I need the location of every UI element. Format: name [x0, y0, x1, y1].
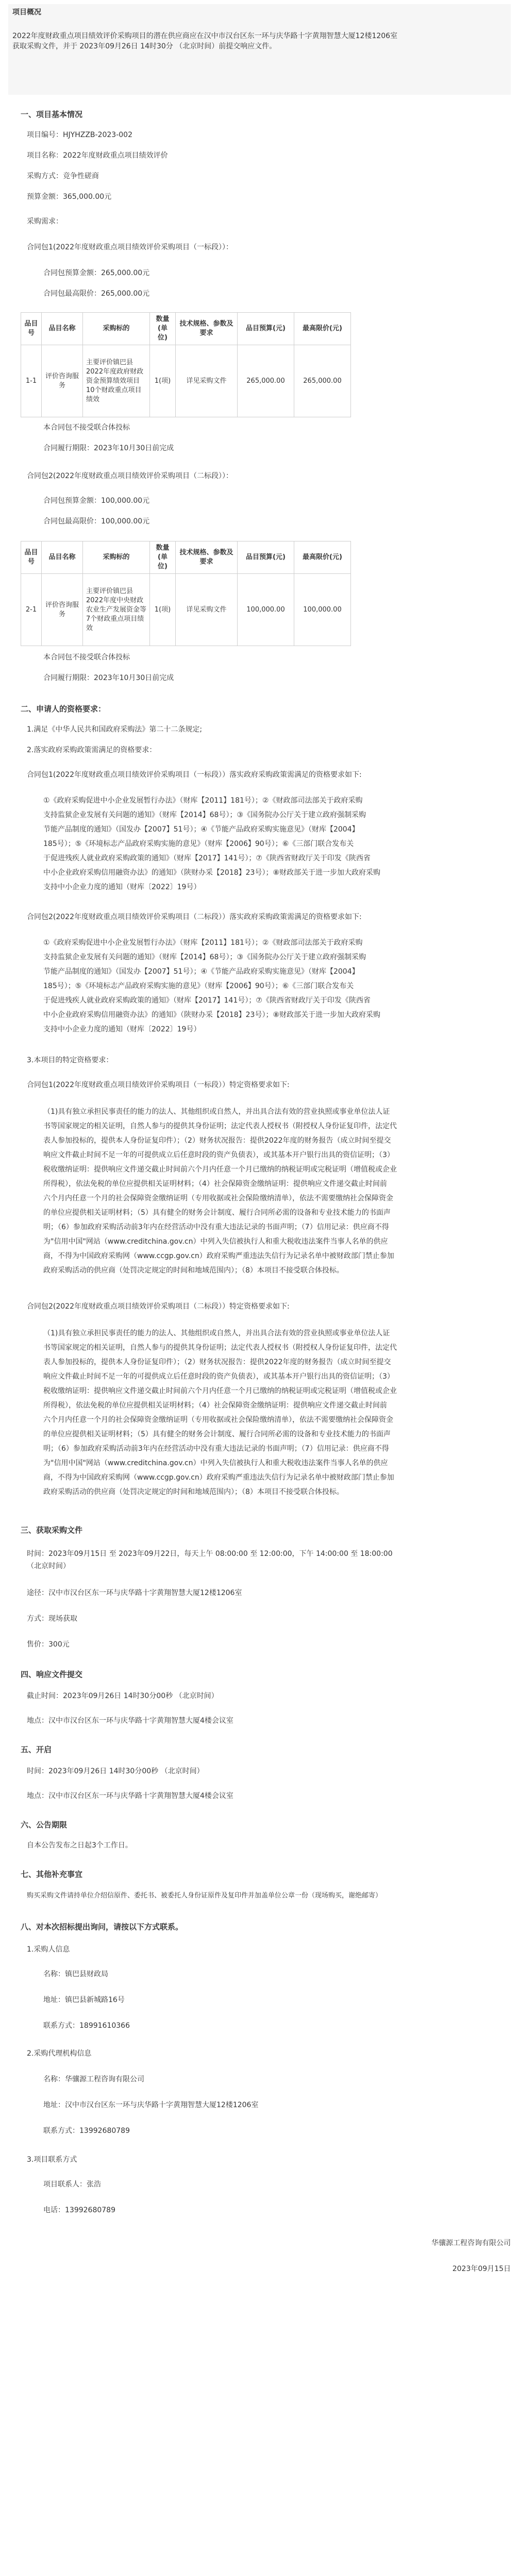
table-header: 数量(单位) [150, 313, 176, 345]
buyer-address: 地址：镇巴县新城路16号 [43, 1996, 125, 2004]
special-line: 六个月内任意一个月的社会保障资金缴纳证明（专用收据或社会保险缴纳清单），依法不需要缴纳社会保障资金 [43, 1194, 393, 1202]
notice-period: 自本公告发布之日起3个工作日。 [27, 1841, 132, 1850]
table-header: 品目号 [21, 313, 42, 345]
table-header: 品目名称 [42, 541, 83, 574]
special-line: 响应文件截止时间不足一年的可提供成立后任意时段的资产负债表），或其基本开户银行出具的资信证明；（3） [43, 1372, 394, 1381]
summary-heading: 项目概况 [12, 8, 41, 16]
section-title: 五、开启 [21, 1745, 52, 1754]
table-header: 最高限价(元) [294, 313, 351, 345]
table-cell: 详见采购文件 [176, 345, 238, 417]
supplementary-note: 购买采购文件请持单位介绍信原件、委托书、被委托人身份证原件及复印件并加盖单位公章一份（现场购买，谢绝邮寄） [27, 1892, 382, 1900]
section-title: 二、申请人的资格要求： [21, 704, 106, 714]
special-line: 的单位应提供相关证明材料；（5）具有健全的财务会计制度、履行合同所必需的设备和专业技术能力的书面声 [43, 1209, 391, 1217]
special-line: 书等国家规定的相关证明，自然人参与的提供其身份证明；法定代表人授权书（附授权人身份证复印件，法定代 [43, 1122, 397, 1130]
footer-company: 华骧源工程咨询有限公司 [431, 2239, 511, 2247]
project-number: 项目编号：HJYHZZB-2023-002 [27, 131, 132, 139]
acquire-time-zone: （北京时间） [27, 1562, 70, 1570]
lot2-title: 合同包2(2022年度财政重点项目绩效评价采购项目（二标段））： [27, 472, 233, 480]
summary-line: 2022年度财政重点项目绩效评价采购项目的潜在供应商应在汉中市汉台区东一环与庆华路十字黄翔智慧大厦12楼1206室 [12, 32, 398, 40]
special-line: 政府采购活动的供应商（处罚决定规定的时间和地域范围内）；（8）本项目不接受联合体投标。 [43, 1266, 344, 1275]
project-summary-box [8, 4, 511, 95]
lot1-period: 合同履行期限：2023年10月30日前完成 [43, 444, 174, 452]
table-header-row [21, 313, 351, 345]
policy-line: 185号）；⑤《环境标志产品政府采购实施的意见》（财库【2006】90号）；⑥《三部门联合发布关 [43, 840, 354, 848]
special-line: 税收缴纳证明：提供响应文件递交截止时间前六个月内任意一个月已缴纳的纳税证明或完税证明（增值税或企业 [43, 1387, 397, 1395]
lot1-policy-intro: 合同包1(2022年度财政重点项目绩效评价采购项目（一标段））落实政府采购政策需满足的资格要求如下: [27, 771, 362, 779]
table-header: 技术规格、参数及要求 [176, 541, 238, 574]
acquire-time: 时间：2023年09月15日 至 2023年09月22日，每天上午 08:00:00 至 12:00:00，下午 14:00:00 至 18:00:00 [27, 1550, 393, 1558]
table-header: 品目名称 [42, 313, 83, 345]
policy-line: ①《政府采购促进中小企业发展暂行办法》（财库【2011】181号）；②《财政部司法部关于政府采购 [43, 796, 363, 805]
acquire-way: 方式：现场获取 [27, 1615, 77, 1623]
table-cell: 1(项) [150, 574, 176, 646]
lot1-note: 本合同包不接受联合体投标 [43, 423, 130, 432]
table-row [21, 574, 351, 646]
table-cell: 1(项) [150, 345, 176, 417]
contact-person: 项目联系人：张浩 [43, 2180, 101, 2189]
buyer-phone: 联系方式：18991610366 [43, 2022, 130, 2030]
agent-title: 2.采购代理机构信息 [27, 2049, 92, 2058]
policy-line: 185号）；⑤《环境标志产品政府采购实施的意见》（财库【2006】90号）；⑥《三部门联合发布关 [43, 982, 354, 990]
section-title: 七、其他补充事宜 [21, 1870, 83, 1879]
special-line: 商，不得为中国政府采购网（www.ccgp.gov.cn）政府采购严重违法失信行为记录名单中被财政部门禁止参加 [43, 1252, 394, 1260]
agent-name: 名称：华骧源工程咨询有限公司 [43, 2075, 144, 2083]
agent-phone: 联系方式：13992680789 [43, 2127, 130, 2135]
table-header-row [21, 541, 351, 574]
lot1-title: 合同包1(2022年度财政重点项目绩效评价采购项目（一标段））： [27, 243, 233, 251]
contact-title: 3.项目联系方式 [27, 2156, 77, 2164]
special-line: 表人参加投标的，提供本人身份证复印件）；（2）财务状况报告：提供2022年度的财务报告（成立时间至提交 [43, 1358, 391, 1366]
special-line: 明；（6）参加政府采购活动前3年内在经营活动中没有重大违法记录的书面声明；（7）信用记录：供应商不得 [43, 1445, 389, 1453]
qualification-1: 1.满足《中华人民共和国政府采购法》第二十二条规定; [27, 725, 203, 734]
budget-amount: 预算金额：365,000.00元 [27, 193, 112, 201]
policy-line: 支持监狱企业发展有关问题的通知》（财库【2014】68号）；③《国务院办公厅关于建立政府强制采购 [43, 953, 366, 961]
table-header: 品目号 [21, 541, 42, 574]
table-header: 技术规格、参数及要求 [176, 313, 238, 345]
lot2-special-intro: 合同包2(2022年度财政重点项目绩效评价采购项目（二标段））特定资格要求如下: [27, 1302, 290, 1311]
section-title: 三、获取采购文件 [21, 1526, 83, 1535]
special-line: 的单位应提供相关证明材料；（5）具有健全的财务会计制度、履行合同所必需的设备和专业技术能力的书面声 [43, 1430, 391, 1438]
section-title: 六、公告期限 [21, 1820, 68, 1829]
lot2-note: 本合同包不接受联合体投标 [43, 653, 130, 662]
lot1-table [21, 312, 351, 417]
table-cell: 评价咨询服务 [42, 574, 83, 646]
acquire-place: 途径：汉中市汉台区东一环与庆华路十字黄翔智慧大厦12楼1206室 [27, 1589, 242, 1597]
buyer-name: 名称：镇巴县财政局 [43, 1970, 108, 1978]
table-header: 采购标的 [83, 541, 150, 574]
policy-line: 中小企业政府采购信用融资办法》的通知》（陕财办采【2018】23号）；⑧财政部关于进一步加大政府采购 [43, 1011, 380, 1019]
special-line: 税收缴纳证明：提供响应文件递交截止时间前六个月内任意一个月已缴纳的纳税证明或完税证明（增值税或企业 [43, 1165, 397, 1174]
project-name: 项目名称：2022年度财政重点项目绩效评价 [27, 151, 168, 160]
special-line: 书等国家规定的相关证明，自然人参与的提供其身份证明；法定代表人授权书（附授权人身份证复印件，法定代 [43, 1344, 397, 1352]
acquire-price: 售价：300元 [27, 1640, 70, 1649]
special-line: 为"信用中国"网站（www.creditchina.gov.cn）中列入失信被执行人和重大税收违法案件当事人名单的供应 [43, 1459, 388, 1467]
opening-time: 时间：2023年09月26日 14时30分00秒 （北京时间） [27, 1767, 204, 1775]
lot2-max-price: 合同包最高限价：100,000.00元 [43, 517, 150, 526]
table-cell: 100,000.00 [238, 574, 294, 646]
lot1-budget: 合同包预算金额：265,000.00元 [43, 269, 150, 277]
table-cell: 100,000.00 [294, 574, 351, 646]
qualification-2: 2.落实政府采购政策需满足的资格要求： [27, 746, 157, 754]
policy-line: 支持中小企业力度的通知（财库〔2022〕19号） [43, 1025, 201, 1033]
buyer-title: 1.采购人信息 [27, 1945, 70, 1954]
section-title: 八、对本次招标提出询问，请按以下方式联系。 [21, 1922, 183, 1931]
table-cell: 主要评价镇巴县2022年度政府财政资金预算绩效项目10个财政重点项目绩效 [83, 345, 150, 417]
table-cell: 265,000.00 [238, 345, 294, 417]
lot1-special-intro: 合同包1(2022年度财政重点项目绩效评价采购项目（一标段））特定资格要求如下: [27, 1081, 290, 1089]
section-title: 四、响应文件提交 [21, 1670, 83, 1679]
table-cell: 详见采购文件 [176, 574, 238, 646]
lot2-period: 合同履行期限：2023年10月30日前完成 [43, 674, 174, 682]
table-header: 采购标的 [83, 313, 150, 345]
qualification-3: 3.本项目的特定资格要求： [27, 1056, 113, 1064]
table-cell: 2-1 [21, 574, 42, 646]
lot2-table [21, 541, 351, 646]
submit-place: 地点：汉中市汉台区东一环与庆华路十字黄翔智慧大厦4楼会议室 [27, 1717, 233, 1725]
special-line: 政府采购活动的供应商（处罚决定规定的时间和地域范围内）；（8）本项目不接受联合体投标。 [43, 1488, 344, 1496]
special-line: 六个月内任意一个月的社会保障资金缴纳证明（专用收据或社会保险缴纳清单），依法不需要缴纳社会保障资金 [43, 1416, 393, 1424]
special-line: 响应文件截止时间不足一年的可提供成立后任意时段的资产负债表），或其基本开户银行出具的资信证明；（3） [43, 1151, 394, 1159]
procurement-requirement: 采购需求： [27, 217, 63, 226]
table-header: 数量(单位) [150, 541, 176, 574]
table-header: 品目预算(元) [238, 541, 294, 574]
special-line: （1)具有独立承担民事责任的能力的法人、其他组织或自然人，并出具合法有效的营业执照或事业单位法人证 [43, 1329, 390, 1337]
contact-phone: 电话：13992680789 [43, 2206, 115, 2214]
policy-line: 支持中小企业力度的通知（财库〔2022〕19号） [43, 883, 201, 891]
summary-line: 获取采购文件，并于 2023年09月26日 14时30分 （北京时间）前提交响应文件。 [12, 42, 277, 50]
special-line: 所得税），依法免税的单位应提供相关证明材料；（4）社会保障资金缴纳证明：提供响应文件递交截止时间前 [43, 1401, 387, 1410]
policy-line: 支持监狱企业发展有关问题的通知》（财库【2014】68号）；③《国务院办公厅关于建立政府强制采购 [43, 811, 366, 819]
lot2-policy-intro: 合同包2(2022年度财政重点项目绩效评价采购项目（二标段））落实政府采购政策需满足的资格要求如下: [27, 913, 362, 921]
opening-place: 地点：汉中市汉台区东一环与庆华路十字黄翔智慧大厦4楼会议室 [27, 1792, 233, 1800]
policy-line: 节能产品制度的通知》（国发办【2007】51号）；④《节能产品政府采购实施意见》（财库【2004】 [43, 968, 359, 976]
procurement-method: 采购方式：竞争性磋商 [27, 172, 99, 180]
table-header: 最高限价(元) [294, 541, 351, 574]
table-row [21, 345, 351, 417]
agent-address: 地址：汉中市汉台区东一环与庆华路十字黄翔智慧大厦12楼1206室 [43, 2101, 259, 2109]
policy-line: 于促进残疾人就业政府采购政策的通知》（财库【2017】141号）；⑦《陕西省财政厅关于印发《陕西省 [43, 854, 371, 862]
special-line: 明；（6）参加政府采购活动前3年内在经营活动中没有重大违法记录的书面声明；（7）信用记录：供应商不得 [43, 1223, 389, 1231]
special-line: （1)具有独立承担民事责任的能力的法人、其他组织或自然人，并出具合法有效的营业执照或事业单位法人证 [43, 1108, 390, 1116]
policy-line: 于促进残疾人就业政府采购政策的通知》（财库【2017】141号）；⑦《陕西省财政厅关于印发《陕西省 [43, 996, 371, 1005]
special-line: 表人参加投标的，提供本人身份证复印件）；（2）财务状况报告：提供2022年度的财务报告（成立时间至提交 [43, 1137, 391, 1145]
policy-line: ①《政府采购促进中小企业发展暂行办法》（财库【2011】181号）；②《财政部司法部关于政府采购 [43, 939, 363, 947]
special-line: 商，不得为中国政府采购网（www.ccgp.gov.cn）政府采购严重违法失信行为记录名单中被财政部门禁止参加 [43, 1473, 394, 1482]
special-line: 所得税），依法免税的单位应提供相关证明材料；（4）社会保障资金缴纳证明：提供响应文件递交截止时间前 [43, 1180, 387, 1188]
policy-line: 节能产品制度的通知》（国发办【2007】51号）；④《节能产品政府采购实施意见》（财库【2004】 [43, 825, 359, 834]
footer-date: 2023年09月15日 [452, 2265, 511, 2273]
policy-line: 中小企业政府采购信用融资办法》的通知》（陕财办采【2018】23号）；⑧财政部关于进一步加大政府采购 [43, 869, 380, 877]
submit-deadline: 截止时间：2023年09月26日 14时30分00秒 （北京时间） [27, 1692, 219, 1700]
table-cell: 评价咨询服务 [42, 345, 83, 417]
table-cell: 265,000.00 [294, 345, 351, 417]
section-title: 一、项目基本情况 [21, 110, 83, 119]
table-cell: 1-1 [21, 345, 42, 417]
lot1-max-price: 合同包最高限价：265,000.00元 [43, 290, 150, 298]
table-cell: 主要评价镇巴县2022年度中央财政农业生产发展资金等7个财政重点项目绩效 [83, 574, 150, 646]
lot2-budget: 合同包预算金额：100,000.00元 [43, 497, 150, 505]
special-line: 为"信用中国"网站（www.creditchina.gov.cn）中列入失信被执行人和重大税收违法案件当事人名单的供应 [43, 1238, 388, 1246]
table-header: 品目预算(元) [238, 313, 294, 345]
